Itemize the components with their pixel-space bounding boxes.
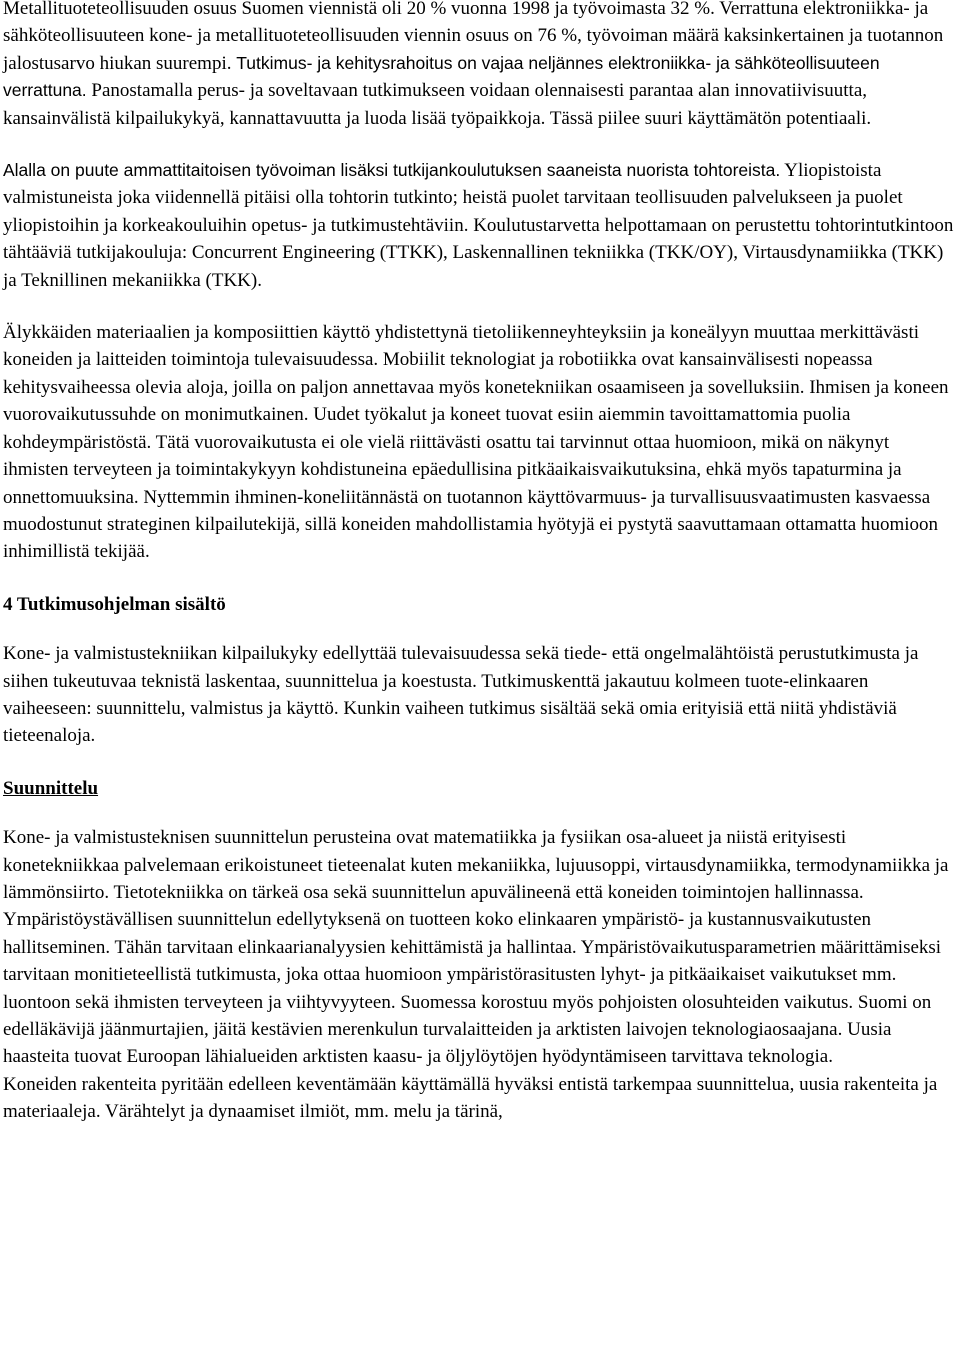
paragraph-workforce-text: Yliopistoista valmistuneista joka viidennellä pitäisi olla tohtorin tutkinto; heistä puolet tarvitaan teollisuuden palvelukseen ja puolet yliopistoihin ja korkeakouluihin opetus- ja tutkimustehtäviin. Koulutustarvetta helpottamaan on perustettu tohtorintutkintoon tähtääviä tutkijakouluja: Concurrent Engineering (TTKK), Laskennallinen tekniikka (TKK/OY), Virtausdynamiikka (TKK) ja Teknillinen mekaniikka (TKK). [3, 160, 954, 291]
paragraph-program-content: Kone- ja valmistustekniikan kilpailukyky edellyttää tulevaisuudessa sekä tiede- että ongelmalähtöistä perustutkimusta ja siihen tukeutuvaa teknistä laskentaa, suunnittelua ja koestusta. Tutkimuskenttä jakautuu kolmeen tuote-elinkaaren vaiheeseen: suunnittelu, valmistus ja käyttö. Kunkin vaiheen tutkimus sisältää sekä omia erityisiä että niitä yhdistäviä tieteenaloja. [3, 643, 919, 747]
paragraph-environment: Ympäristöystävällisen suunnittelun edellytyksenä on tuotteen koko elinkaaren ympäristö- ja kustannusvaikutusten hallitseminen. Tähän tarvitaan elinkaarianalyysien kehittämistä ja hallintaa. Ympäristövaikutusparametrien määrittämiseksi tarvitaan monitieteellistä tutkimusta, joka ottaa huomioon ympäristörasitusten lyhyt- ja pitkäaikaiset vaikutukset mm. luontoon sekä ihmisten terveyteen ja viihtyvyyteen. Suomessa korostuu myös pohjoisten olosuhteiden vaikutus. Suomi on edelläkävijä jäänmurtajien, jäitä kestävien merenkulun turvalaitteiden ja arktisten laivojen teknologiaosaajana. Uusia haasteita tuovat Euroopan lähialueiden arktisten kaasu- ja öljylöytöjen hyödyntämiseen tarvittava teknologia. [3, 909, 942, 1068]
paragraph-smart-materials: Älykkäiden materiaalien ja komposiittien käyttö yhdistettynä tietoliikenneyhteyksiin ja koneälyyn muuttaa merkittävästi koneiden ja laitteiden toimintoja tulevaisuudessa. Mobiilit teknologiat ja robotiikka ovat kansainvälisesti nopeassa kehitysvaiheessa olevia aloja, joilla on paljon annettavaa myös konetekniikan osaamiseen ja sovelluksiin. Ihmisen ja koneen vuorovaikutussuhde on monimutkainen. Uudet työkalut ja koneet tuovat esiin aiemmin tavoittamattomia puolia kohdeympäristöstä. Tätä vuorovaikutusta ei ole vielä riittävästi osattu tai tarvinnut ottaa huomioon, mikä on näkynyt ihmisten terveyteen ja toimintakykyyn kohdistuneina epäedullisina pitkäaikaisvaikutuksina, ehkä myös tapaturmina ja onnettomuuksina. Nyttemmin ihminen-koneliitännästä on tuotannon käyttövarmuus- ja turvallisuusvaatimusten kasvaessa muodostunut strateginen kilpailutekijä, sillä koneiden mahdollistamia hyötyjä ei pystytä saavuttamaan ottamatta huomioon inhimillistä tekijää. [3, 322, 949, 563]
paragraph-industry-share-text: Metallituoteteollisuuden osuus Suomen viennistä oli 20 % vuonna 1998 ja työvoimasta 32 %. Verrattuna elektroniikka- ja sähköteollisuuteen kone- ja metallituoteteollisuuden viennin osuus on 76 %, työvoiman määrä kaksinkertainen ja tuotannon jalostusarvo hiukan suurempi. [3, 0, 944, 74]
paragraph-workforce-lead: Alalla on puute ammattitaitoisen työvoiman lisäksi tutkijankoulutuksen saaneista nuorista tohtoreista. [3, 160, 781, 181]
paragraph-investment-text: Panostamalla perus- ja soveltavaan tutkimukseen voidaan olennaisesti parantaa alan innovatiivisuutta, kansainvälistä kilpailukykyä, kannattavuutta ja luoda lisää työpaikkoja. Tässä piilee suuri käyttämätön potentiaali. [3, 80, 872, 129]
document-page [3, 0, 957, 1126]
paragraph-structures: Koneiden rakenteita pyritään edelleen keventämään käyttämällä hyväksi entistä tarkempaa suunnittelua, uusia rakenteita ja materiaaleja. Värähtelyt ja dynaamiset ilmiöt, mm. melu ja tärinä, [3, 1073, 938, 1123]
paragraph-industry-share [3, 0, 957, 132]
subsection-heading: Suunnittelu [3, 777, 99, 799]
paragraph-rd-funding-text: Tutkimus- ja kehitysrahoitus on vajaa neljännes elektroniikka- ja sähköteollisuuteen verrattuna. [3, 52, 880, 101]
section-heading: 4 Tutkimusohjelman sisältö [3, 593, 226, 615]
paragraph-workforce [3, 157, 957, 294]
paragraph-design-basis: Kone- ja valmistusteknisen suunnittelun perusteina ovat matematiikka ja fysiikan osa-alueet ja niistä erityisesti konetekniikkaa palvelemaan erikoistuneet tieteenalat kuten mekaniikka, lujuusoppi, virtausdynamiikka, termodynamiikka ja lämmönsiirto. Tietotekniikka on tärkeä osa sekä suunnittelun apuvälineenä että koneiden toimintojen hallinnassa. [3, 827, 949, 903]
